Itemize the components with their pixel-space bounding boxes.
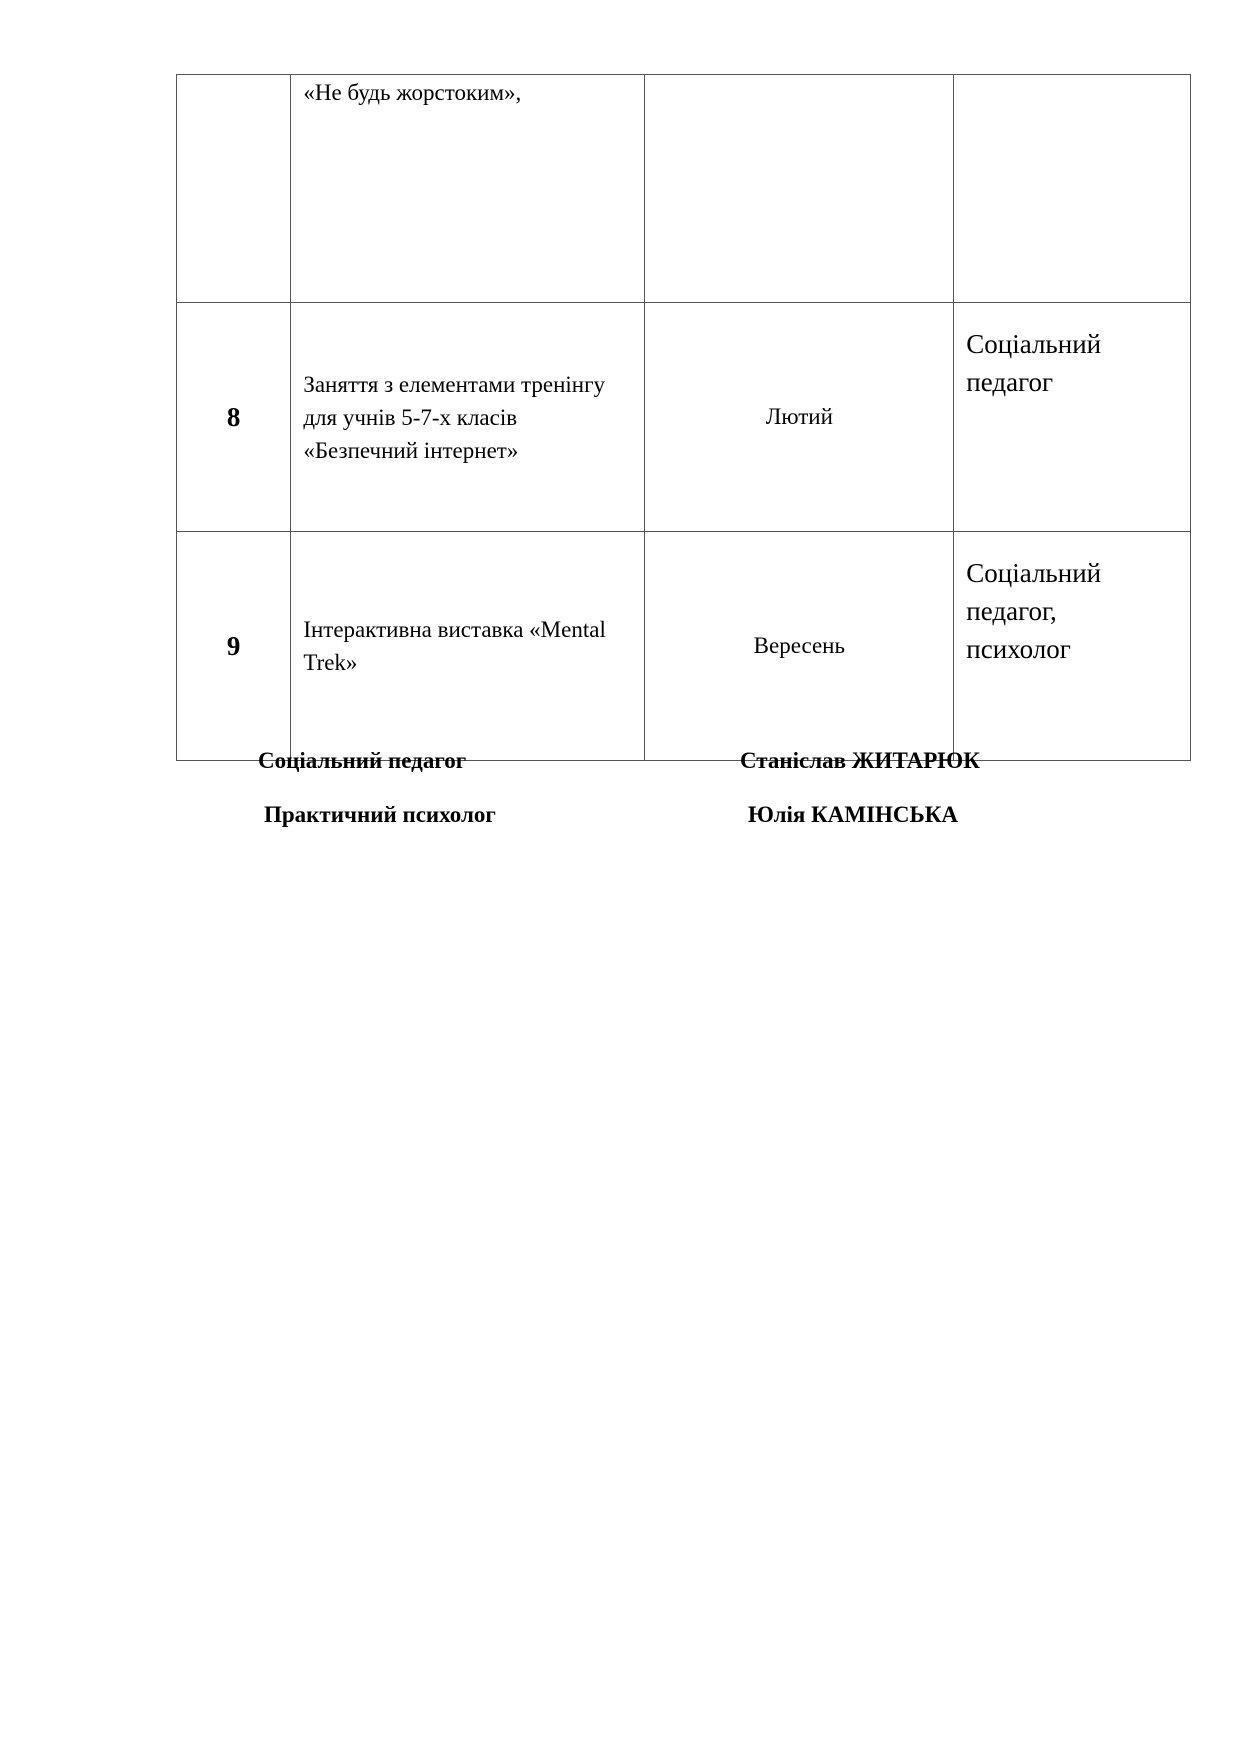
event-cell xyxy=(291,532,645,761)
event-text-line: «Безпечний інтернет» xyxy=(303,437,519,463)
plan-table xyxy=(176,74,1191,761)
row-number-cell: 8 xyxy=(177,303,291,532)
date-cell: Вересень xyxy=(645,532,954,761)
responsible-cell xyxy=(954,303,1191,532)
event-text-line: для учнів 5-7-х класів xyxy=(303,404,518,430)
responsible-text-line: Соціальний xyxy=(966,558,1102,588)
table-row xyxy=(177,303,1191,532)
responsible-cell xyxy=(954,532,1191,761)
signature-role: Соціальний педагог xyxy=(258,748,467,773)
event-text-line: Інтерактивна виставка «Mental xyxy=(303,617,606,642)
responsible-text-line: Соціальний xyxy=(966,329,1102,359)
event-cell xyxy=(291,303,645,532)
event-text-line: Trek» xyxy=(303,650,358,675)
table-row xyxy=(177,532,1191,761)
signature-name: Юлія КАМІНСЬКА xyxy=(748,802,959,827)
table-row xyxy=(177,75,1191,303)
date-cell: Лютий xyxy=(645,303,954,532)
responsible-text-line: педагог xyxy=(966,367,1054,397)
responsible-text-line: психолог xyxy=(966,634,1071,664)
event-text: «Не будь жорстоким», xyxy=(303,80,522,105)
signature-role: Практичний психолог xyxy=(264,802,496,827)
date-cell xyxy=(645,75,954,303)
responsible-cell xyxy=(954,75,1191,303)
event-text-line: Заняття з елементами тренінгу xyxy=(303,371,606,397)
event-cell xyxy=(291,75,645,303)
signature-name: Станіслав ЖИТАРЮК xyxy=(740,748,980,773)
row-number-cell xyxy=(177,75,291,303)
responsible-text-line: педагог, xyxy=(966,596,1057,626)
row-number-cell: 9 xyxy=(177,532,291,761)
